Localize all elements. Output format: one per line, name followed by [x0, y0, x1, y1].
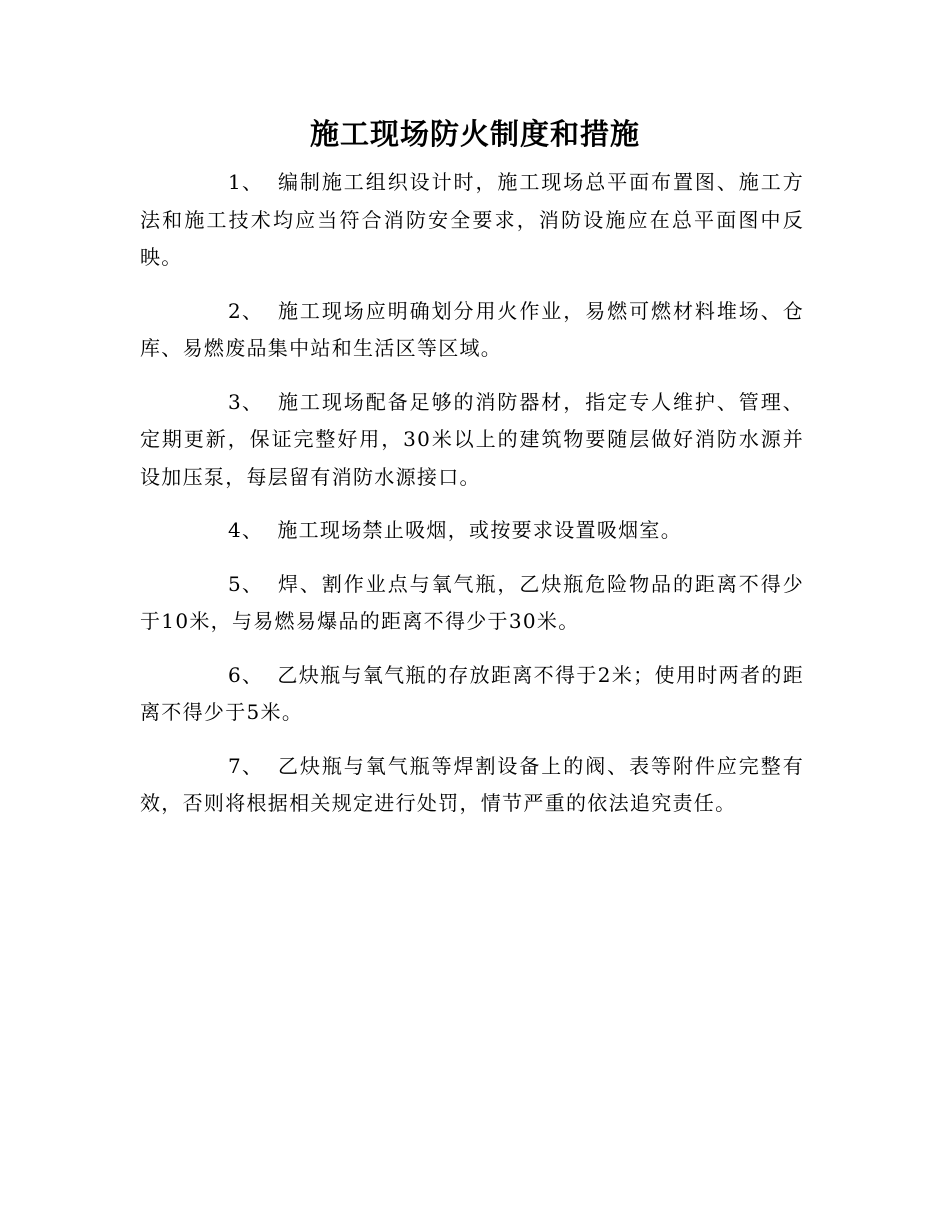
item-number: 3、 [228, 389, 264, 414]
list-item [140, 512, 804, 550]
item-text: 编制施工组织设计时，施工现场总平面布置图、施工方法和施工技术均应当符合消防安全要求，消防设施应在总平面图中反映。 [140, 170, 804, 269]
item-number: 2、 [228, 298, 264, 323]
list-item [140, 164, 804, 277]
item-text: 施工现场配备足够的消防器材，指定专人维护、管理、定期更新，保证完整好用，30米以上的建筑物要随层做好消防水源并设加压泵，每层留有消防水源接口。 [140, 389, 804, 489]
item-text: 施工现场应明确划分用火作业，易燃可燃材料堆场、仓库、易燃废品集中站和生活区等区域。 [140, 298, 804, 360]
item-number: 7、 [228, 753, 264, 778]
item-text: 乙炔瓶与氧气瓶等焊割设备上的阀、表等附件应完整有效，否则将根据相关规定进行处罚，情节严重的依法追究责任。 [140, 753, 804, 815]
item-number: 6、 [228, 662, 264, 687]
item-text: 乙炔瓶与氧气瓶的存放距离不得于2米；使用时两者的距离不得少于5米。 [140, 662, 804, 724]
item-number: 4、 [228, 518, 264, 542]
list-item [140, 748, 804, 823]
document-title: 施工现场防火制度和措施 [309, 117, 640, 151]
item-text: 施工现场禁止吸烟，或按要求设置吸烟室。 [277, 518, 683, 542]
list-item [140, 566, 804, 641]
item-number: 1、 [228, 170, 264, 194]
item-number: 5、 [228, 571, 264, 596]
document-body [140, 164, 804, 839]
list-item [140, 384, 804, 497]
list-item [140, 657, 804, 732]
list-item [140, 293, 804, 368]
item-text: 焊、割作业点与氧气瓶，乙炔瓶危险物品的距离不得少于10米，与易燃易爆品的距离不得少于30米。 [140, 571, 804, 633]
